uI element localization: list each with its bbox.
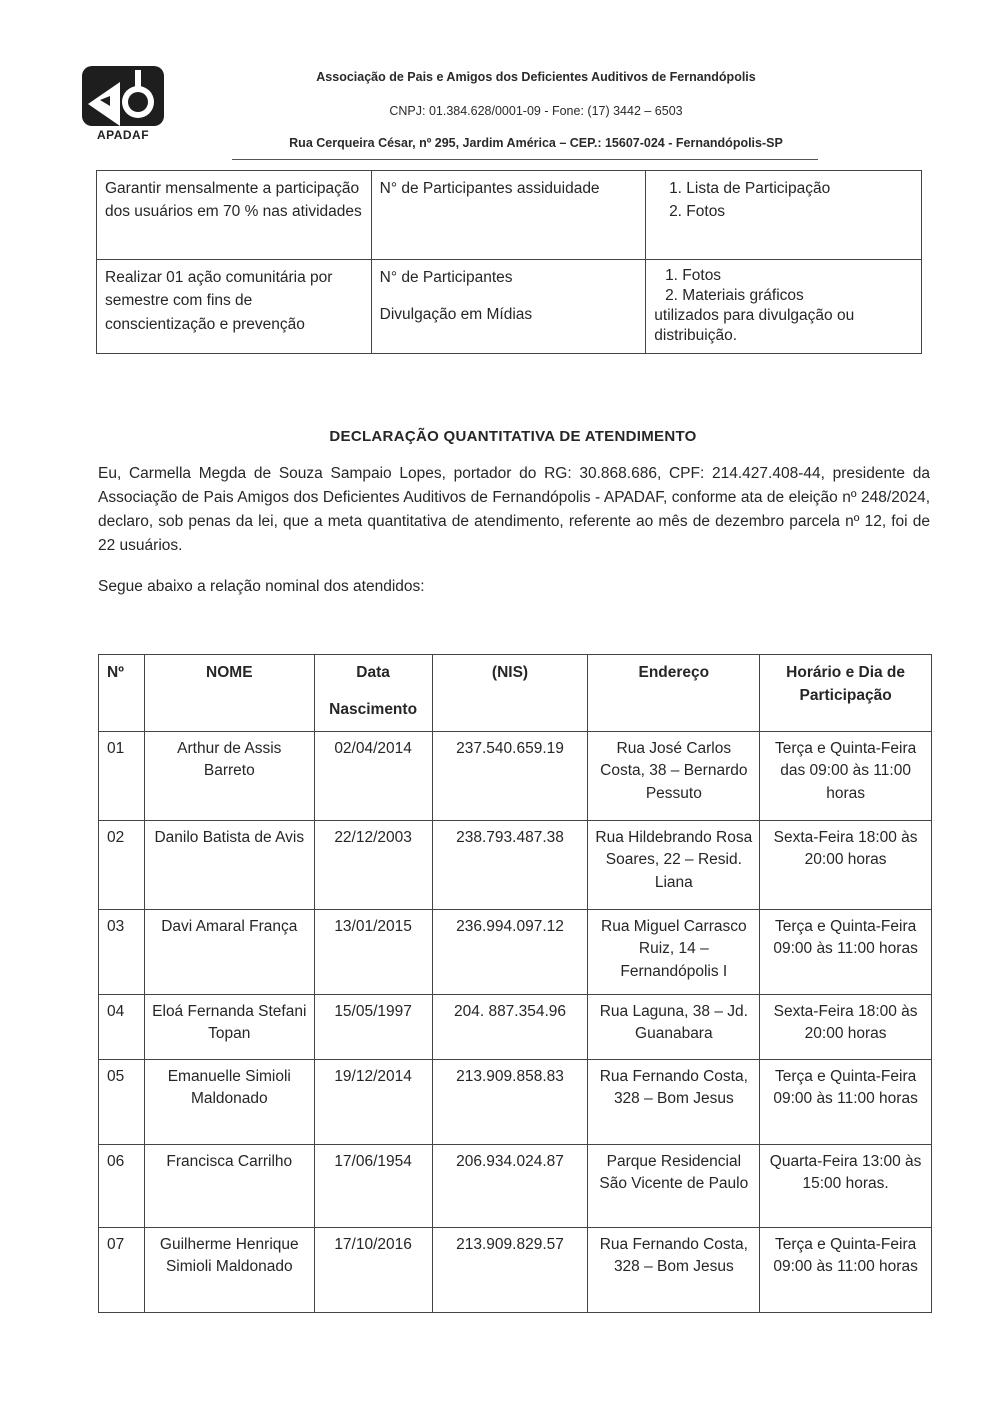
goal-cell: Realizar 01 ação comunitária por semestre com fins de conscientização e prevenção (97, 260, 372, 354)
goal-row (97, 171, 922, 260)
organization-name: Associação de Pais e Amigos dos Deficientes Auditivos de Fernandópolis (316, 70, 756, 84)
header-schedule: Horário e Dia de Participação (760, 655, 932, 732)
cell-address: Rua José Carlos Costa, 38 – Bernardo Pessuto (588, 732, 760, 821)
cell-birth: 15/05/1997 (314, 995, 432, 1060)
cell-name: Guilherme Henrique Simioli Maldonado (144, 1228, 314, 1313)
header-name: NOME (144, 655, 314, 732)
indicator: N° de Participantes assiduidade (379, 180, 600, 197)
cell-number: 05 (99, 1060, 145, 1145)
means-item: 2. Materiais gráficos (682, 286, 913, 306)
header-nis: (NIS) (432, 655, 588, 732)
declaration-title: DECLARAÇÃO QUANTITATIVA DE ATENDIMENTO (329, 428, 697, 445)
cell-name: Eloá Fernanda Stefani Topan (144, 995, 314, 1060)
cell-schedule: Quarta-Feira 13:00 às 15:00 horas. (760, 1145, 932, 1228)
header-address: Endereço (588, 655, 760, 732)
goal-cell: Garantir mensalmente a participação dos usuários em 70 % nas atividades (97, 171, 372, 260)
cell-schedule: Sexta-Feira 18:00 às 20:00 horas (760, 995, 932, 1060)
cell-birth: 22/12/2003 (314, 821, 432, 910)
table-row (99, 995, 932, 1060)
cell-number: 01 (99, 732, 145, 821)
cell-address: Rua Laguna, 38 – Jd. Guanabara (588, 995, 760, 1060)
goal-row (97, 260, 922, 354)
means-item: 1. Fotos (682, 266, 913, 286)
means-item: 1. Lista de Participação (686, 177, 913, 200)
declaration-body: Eu, Carmella Megda de Souza Sampaio Lopes, portador do RG: 30.868.686, CPF: 214.427.408-44, presidente da Associação de Pais Amigos dos Deficientes Auditivos de Fernandópolis - APADAF, conforme ata de eleição nº 248/2024, declaro, sob penas da lei, que a meta quantitativa de atendimento, referente ao mês de dezembro parcela nº 12, foi de 22 usuários. (98, 465, 930, 554)
cell-birth: 17/06/1954 (314, 1145, 432, 1228)
cell-address: Rua Fernando Costa, 328 – Bom Jesus (588, 1228, 760, 1313)
cell-address: Rua Fernando Costa, 328 – Bom Jesus (588, 1060, 760, 1145)
table-row (99, 821, 932, 910)
cell-number: 02 (99, 821, 145, 910)
table-row (99, 1145, 932, 1228)
cell-schedule: Terça e Quinta-Feira 09:00 às 11:00 horas (760, 1228, 932, 1313)
logo-text: APADAF (96, 128, 150, 142)
table-row (99, 1060, 932, 1145)
cell-schedule: Terça e Quinta-Feira 09:00 às 11:00 horas (760, 910, 932, 995)
table-row (99, 910, 932, 995)
means-item-continuation: utilizados para divulgação ou distribuição. (654, 307, 855, 345)
table-row (99, 1228, 932, 1313)
cell-nis: 237.540.659.19 (432, 732, 588, 821)
header-number: Nº (99, 655, 145, 732)
header-birth-line1: Data (356, 664, 390, 681)
cell-number: 07 (99, 1228, 145, 1313)
list-intro: Segue abaixo a relação nominal dos atendidos: (98, 578, 425, 595)
cell-nis: 206.934.024.87 (432, 1145, 588, 1228)
header-birth (314, 655, 432, 732)
cell-number: 06 (99, 1145, 145, 1228)
cell-nis: 238.793.487.38 (432, 821, 588, 910)
header-birth-line2: Nascimento (329, 701, 418, 719)
means-item: 2. Fotos (686, 200, 913, 223)
cell-name: Danilo Batista de Avis (144, 821, 314, 910)
indicator: Divulgação em Mídias (379, 306, 533, 324)
cell-nis: 236.994.097.12 (432, 910, 588, 995)
means-cell (646, 171, 922, 260)
cell-nis: 213.909.858.83 (432, 1060, 588, 1145)
cell-birth: 19/12/2014 (314, 1060, 432, 1145)
cell-birth: 02/04/2014 (314, 732, 432, 821)
users-table (98, 654, 932, 1313)
cell-birth: 13/01/2015 (314, 910, 432, 995)
table-row (99, 732, 932, 821)
cell-address: Rua Miguel Carrasco Ruiz, 14 – Fernandópolis I (588, 910, 760, 995)
cell-schedule: Terça e Quinta-Feira 09:00 às 11:00 horas (760, 1060, 932, 1145)
cell-address: Rua Hildebrando Rosa Soares, 22 – Resid. Liana (588, 821, 760, 910)
cell-number: 03 (99, 910, 145, 995)
cell-name: Davi Amaral França (144, 910, 314, 995)
cell-nis: 213.909.829.57 (432, 1228, 588, 1313)
header-divider (232, 159, 818, 160)
cell-schedule: Terça e Quinta-Feira das 09:00 às 11:00 horas (760, 732, 932, 821)
cnpj-phone: CNPJ: 01.384.628/0001-09 - Fone: (17) 3442 – 6503 (389, 104, 683, 118)
users-table-header (99, 655, 932, 732)
means-cell (646, 260, 922, 354)
cell-nis: 204. 887.354.96 (432, 995, 588, 1060)
cell-address: Parque Residencial São Vicente de Paulo (588, 1145, 760, 1228)
cell-number: 04 (99, 995, 145, 1060)
cell-schedule: Sexta-Feira 18:00 às 20:00 horas (760, 821, 932, 910)
indicator-cell (371, 171, 646, 260)
cell-name: Francisca Carrilho (144, 1145, 314, 1228)
cell-name: Arthur de Assis Barreto (144, 732, 314, 821)
indicator: N° de Participantes (379, 269, 513, 286)
cell-name: Emanuelle Simioli Maldonado (144, 1060, 314, 1145)
indicator-cell (371, 260, 646, 354)
goals-table (96, 170, 922, 354)
cell-birth: 17/10/2016 (314, 1228, 432, 1313)
organization-address: Rua Cerqueira César, nº 295, Jardim América – CEP.: 15607-024 - Fernandópolis-SP (289, 136, 783, 150)
